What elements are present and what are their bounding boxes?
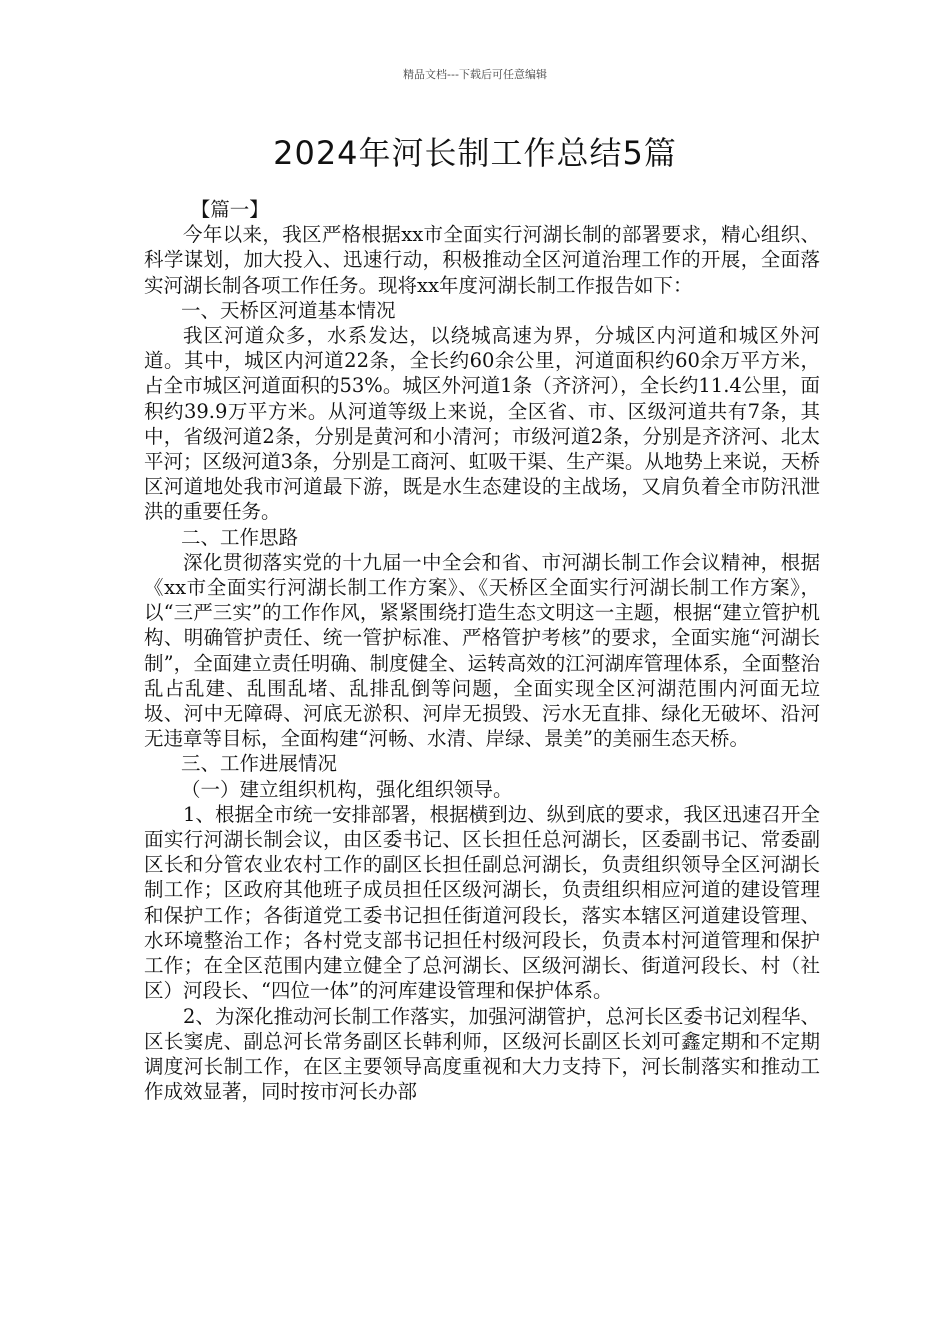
intro-paragraph: 今年以来，我区严格根据xx市全面实行河湖长制的部署要求，精心组织、科学谋划，加大投入、迅速行动，积极推动全区河道治理工作的开展，全面落实河湖长制各项工作任务。现将xx年度河湖长制工作报告如下： bbox=[144, 223, 820, 297]
section-heading-2: 二、工作思路 bbox=[181, 525, 299, 549]
section-2-paragraph: 深化贯彻落实党的十九届一中全会和省、市河湖长制工作会议精神，根据《xx市全面实行河湖长制工作方案》、《天桥区全面实行河湖长制工作方案》，以“三严三实”的工作作风，紧紧围绕打造生态文明这一主题，根据“建立管护机构、明确管护责任、统一管护标准、严格管护考核”的要求，全面实施“河湖长制”，全面建立责任明确、制度健全、运转高效的江河湖库管理体系，全面整治乱占乱建、乱围乱堵、乱排乱倒等问题，全面实现全区河湖范围内河面无垃圾、河中无障碍、河底无淤积、河岸无损毁、污水无直排、绿化无破坏、沿河无违章等目标，全面构建“河畅、水清、岸绿、景美”的美丽生态天桥。 bbox=[144, 550, 820, 751]
document-body bbox=[144, 197, 820, 1104]
section-1-paragraph: 我区河道众多，水系发达，以绕城高速为界，分城区内河道和城区外河道。其中，城区内河道22条，全长约60余公里，河道面积约60余万平方米，占全市城区河道面积的53%。城区外河道1条（齐济河），全长约11.4公里，面积约39.9万平方米。从河道等级上来说，全区省、市、区级河道共有7条，其中，省级河道2条，分别是黄河和小清河；市级河道2条，分别是齐济河、北太平河；区级河道3条，分别是工商河、虹吸干渠、生产渠。从地势上来说，天桥区河道地处我市河道最下游，既是水生态建设的主战场，又肩负着全市防汛泄洪的重要任务。 bbox=[144, 324, 820, 524]
item-2-paragraph: 2、为深化推动河长制工作落实，加强河湖管护，总河长区委书记刘程华、区长窦虎、副总河长常务副区长韩利师，区级河长副区长刘可鑫定期和不定期调度河长制工作，在区主要领导高度重视和大力支持下，河长制落实和推动工作成效显著，同时按市河长办部 bbox=[144, 1004, 820, 1104]
section-heading-3: 三、工作进展情况 bbox=[181, 752, 338, 776]
document-title: 2024年河长制工作总结5篇 bbox=[273, 134, 677, 172]
piece-label: 【篇一】 bbox=[190, 198, 269, 221]
header-note: 精品文档---下载后可任意编辑 bbox=[403, 68, 547, 81]
section-heading-1: 一、天桥区河道基本情况 bbox=[181, 298, 396, 322]
item-1-paragraph: 1、根据全市统一安排部署，根据横到边、纵到底的要求，我区迅速召开全面实行河湖长制会议，由区委书记、区长担任总河湖长，区委副书记、常委副区长和分管农业农村工作的副区长担任副总河湖长，负责组织领导全区河湖长制工作；区政府其他班子成员担任区级河湖长，负责组织相应河道的建设管理和保护工作；各街道党工委书记担任街道河段长，落实本辖区河道建设管理、水环境整治工作；各村党支部书记担任村级河段长，负责本村河道管理和保护工作；在全区范围内建立健全了总河湖长、区级河湖长、街道河段长、村（社区）河段长、“四位一体”的河库建设管理和保护体系。 bbox=[144, 802, 820, 1003]
subsection-heading-1: （一）建立组织机构，强化组织领导。 bbox=[181, 777, 513, 801]
